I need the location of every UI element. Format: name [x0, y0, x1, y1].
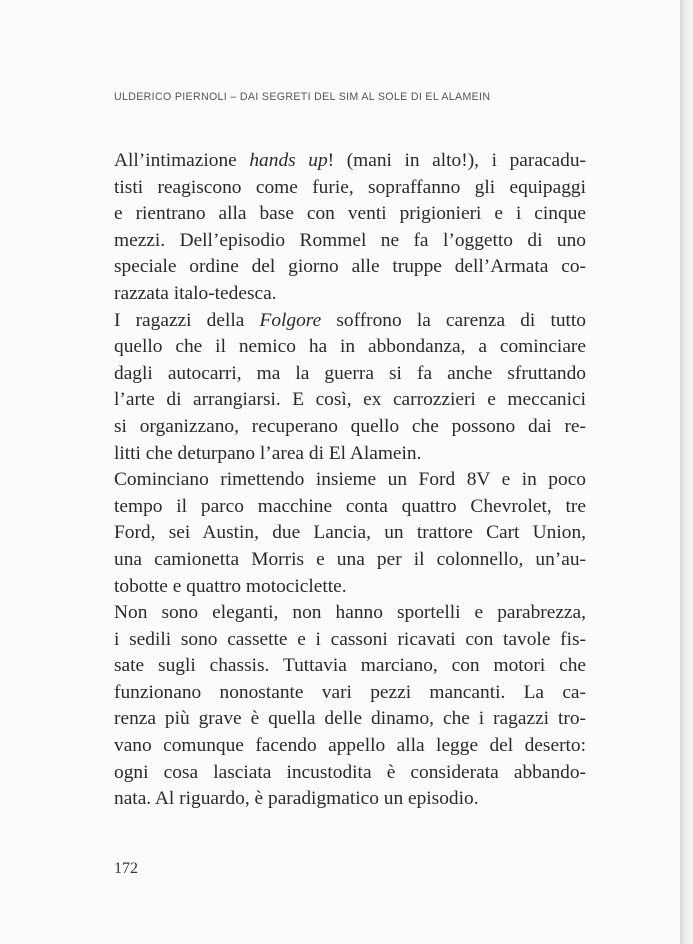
text-line: [114, 441, 586, 468]
text-line: [114, 520, 586, 547]
text-line: [114, 308, 586, 335]
italic-text: hands up: [249, 150, 328, 171]
text-segment: l’arte di arrangiarsi. E così, ex carrozzieri e meccanici: [114, 389, 586, 411]
text-segment: quello che il nemico ha in abbondanza, a cominciare: [114, 336, 586, 358]
italic-text: Folgore: [259, 309, 322, 331]
running-head: ULDERICO PIERNOLI – DAI SEGRETI DEL SIM AL SOLE DI EL ALAMEIN: [114, 91, 491, 103]
text-segment: funzionano nonostante vari pezzi mancanti. La ca-: [114, 681, 586, 703]
body-text: [114, 148, 586, 813]
text-line: [114, 334, 586, 361]
text-segment: dagli autocarri, ma la guerra si fa anche sfruttando: [114, 362, 586, 384]
text-line: [114, 627, 586, 654]
text-segment: ogni cosa lasciata incustodita è considerata abbando-: [114, 761, 586, 783]
text-segment: soffrono la carenza di tutto: [321, 309, 586, 331]
text-segment: una camionetta Morris e una per il colonnello, un’au-: [114, 548, 586, 570]
text-line: [114, 760, 586, 787]
text-segment: Cominciano rimettendo insieme un Ford 8V e in poco: [114, 469, 586, 491]
text-segment: si organizzano, recuperano quello che possono dai re-: [114, 415, 586, 437]
text-segment: sate sugli chassis. Tuttavia marciano, con motori che: [114, 655, 586, 677]
text-segment: Ford, sei Austin, due Lancia, un trattore Cart Union,: [114, 522, 586, 544]
text-segment: tobotte e quattro motociclette.: [114, 575, 347, 597]
text-segment: litti che deturpano l’area di El Alamein.: [114, 442, 422, 464]
text-line: [114, 467, 586, 494]
text-line: [114, 574, 586, 601]
text-line: [114, 387, 586, 414]
text-line: [114, 175, 586, 202]
text-segment: speciale ordine del giorno alle truppe dell’Armata co-: [114, 256, 586, 278]
text-line: [114, 494, 586, 521]
text-segment: Non sono eleganti, non hanno sportelli e parabrezza,: [114, 602, 586, 624]
text-segment: I ragazzi della: [114, 309, 260, 331]
text-line: [114, 361, 586, 388]
text-segment: tempo il parco macchine conta quattro Chevrolet, tre: [114, 495, 586, 517]
text-segment: mezzi. Dell’episodio Rommel ne fa l’oggetto di uno: [114, 229, 586, 251]
text-line: [114, 786, 586, 813]
text-segment: All’intimazione: [114, 150, 250, 171]
text-line: [114, 600, 586, 627]
text-line: [114, 680, 586, 707]
text-segment: e rientrano alla base con venti prigionieri e i cinque: [114, 203, 586, 225]
text-line: [114, 281, 586, 308]
text-segment: razzata italo-tedesca.: [114, 282, 277, 304]
text-segment: tisti reagiscono come furie, sopraffanno gli equipaggi: [114, 176, 586, 198]
text-segment: vano comunque facendo appello alla legge del deserto:: [114, 735, 586, 757]
text-line: [114, 228, 586, 255]
page-number: 172: [114, 860, 138, 877]
text-line: [114, 414, 586, 441]
text-segment: nata. Al riguardo, è paradigmatico un episodio.: [114, 788, 479, 810]
text-line: [114, 653, 586, 680]
page-edge: [680, 0, 693, 944]
text-line: [114, 733, 586, 760]
text-line: [114, 706, 586, 733]
text-segment: ! (mani in alto!), i paracadu-: [327, 150, 586, 171]
text-line: [114, 201, 586, 228]
text-line: [114, 547, 586, 574]
text-line: [114, 148, 586, 175]
text-segment: renza più grave è quella delle dinamo, che i ragazzi tro-: [114, 708, 586, 730]
text-segment: i sedili sono cassette e i cassoni ricavati con tavole fis-: [114, 628, 586, 650]
text-line: [114, 254, 586, 281]
